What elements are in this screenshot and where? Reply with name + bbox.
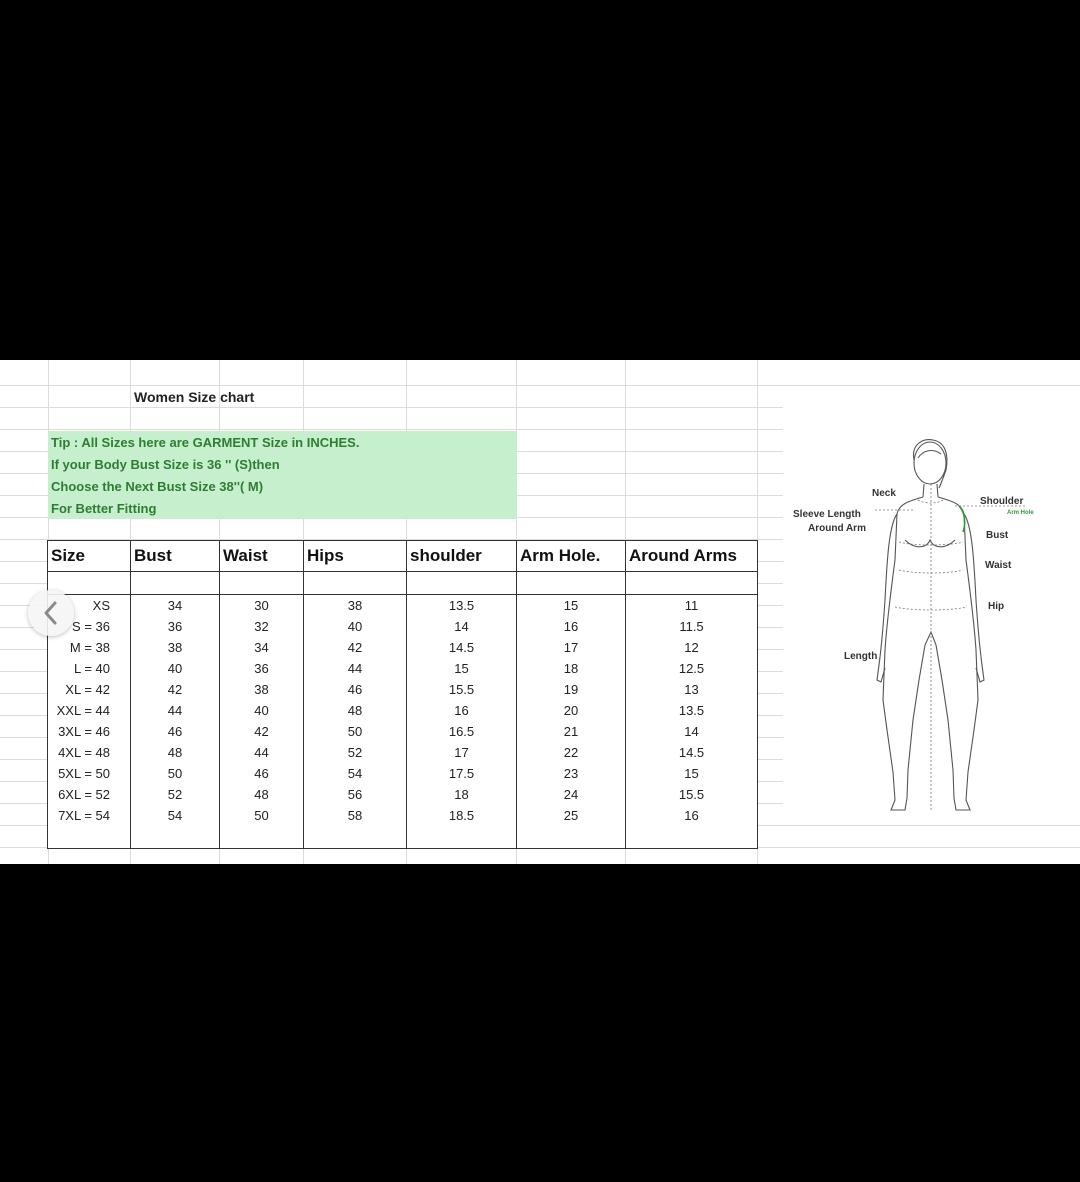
column-header: Around Arms <box>626 541 758 572</box>
table-row <box>48 742 758 763</box>
size-cell: S = 36 <box>48 616 131 637</box>
measurement-cell: 13 <box>626 679 758 700</box>
empty-cell <box>517 826 626 849</box>
chevron-left-icon <box>28 590 74 636</box>
body-measurement-figure <box>783 400 1080 820</box>
tip-line: If your Body Bust Size is 36 '' (S)then <box>51 457 280 472</box>
measurement-cell: 44 <box>304 658 407 679</box>
sleeve-length-label: Sleeve Length <box>793 509 861 520</box>
measurement-cell: 34 <box>131 595 220 617</box>
column-header: Bust <box>131 541 220 572</box>
empty-cell <box>626 572 758 595</box>
measurement-cell: 46 <box>131 721 220 742</box>
tip-line: Tip : All Sizes here are GARMENT Size in INCHES. <box>51 435 360 450</box>
table-row <box>48 679 758 700</box>
tip-line: For Better Fitting <box>51 501 157 516</box>
table-row <box>48 805 758 826</box>
column-header: Arm Hole. <box>517 541 626 572</box>
empty-cell <box>220 572 304 595</box>
measurement-cell: 16.5 <box>407 721 517 742</box>
measurement-cell: 50 <box>304 721 407 742</box>
measurement-cell: 21 <box>517 721 626 742</box>
measurement-cell: 15 <box>517 595 626 617</box>
spreadsheet-image <box>0 360 1080 864</box>
size-cell: XL = 42 <box>48 679 131 700</box>
measurement-cell: 14.5 <box>407 637 517 658</box>
measurement-cell: 13.5 <box>407 595 517 617</box>
table-row <box>48 784 758 805</box>
measurement-cell: 44 <box>131 700 220 721</box>
column-header: Hips <box>304 541 407 572</box>
measurement-cell: 56 <box>304 784 407 805</box>
size-cell: M = 38 <box>48 637 131 658</box>
measurement-cell: 19 <box>517 679 626 700</box>
table-row <box>48 637 758 658</box>
empty-cell <box>131 826 220 849</box>
size-cell: XS <box>48 595 131 617</box>
measurement-cell: 46 <box>220 763 304 784</box>
column-header: Size <box>48 541 131 572</box>
neck-label: Neck <box>872 488 896 499</box>
measurement-cell: 40 <box>304 616 407 637</box>
measurement-cell: 48 <box>131 742 220 763</box>
empty-cell <box>220 826 304 849</box>
size-cell: 3XL = 46 <box>48 721 131 742</box>
tip-box <box>48 431 517 519</box>
column-header: shoulder <box>407 541 517 572</box>
measurement-cell: 16 <box>626 805 758 826</box>
table-row <box>48 595 758 617</box>
size-cell: 4XL = 48 <box>48 742 131 763</box>
measurement-cell: 16 <box>517 616 626 637</box>
measurement-cell: 50 <box>220 805 304 826</box>
measurement-cell: 23 <box>517 763 626 784</box>
blank-row <box>48 826 758 849</box>
measurement-cell: 38 <box>131 637 220 658</box>
size-cell: XXL = 44 <box>48 700 131 721</box>
empty-cell <box>407 826 517 849</box>
measurement-cell: 17 <box>407 742 517 763</box>
table-row <box>48 700 758 721</box>
measurement-cell: 48 <box>220 784 304 805</box>
size-cell: 6XL = 52 <box>48 784 131 805</box>
measurement-cell: 44 <box>220 742 304 763</box>
size-cell: L = 40 <box>48 658 131 679</box>
measurement-cell: 13.5 <box>626 700 758 721</box>
empty-cell <box>517 572 626 595</box>
measurement-cell: 18 <box>517 658 626 679</box>
empty-cell <box>131 572 220 595</box>
size-cell: 5XL = 50 <box>48 763 131 784</box>
measurement-cell: 34 <box>220 637 304 658</box>
around-arm-label: Around Arm <box>808 523 866 534</box>
measurement-cell: 12.5 <box>626 658 758 679</box>
arm-hole-label: Arm Hole <box>1007 510 1034 516</box>
empty-cell <box>407 572 517 595</box>
tip-line: Choose the Next Bust Size 38''( M) <box>51 479 264 494</box>
measurement-cell: 17 <box>517 637 626 658</box>
waist-label: Waist <box>985 560 1012 571</box>
measurement-cell: 54 <box>131 805 220 826</box>
measurement-cell: 20 <box>517 700 626 721</box>
previous-image-button[interactable] <box>28 590 74 636</box>
empty-cell <box>626 826 758 849</box>
measurement-cell: 24 <box>517 784 626 805</box>
empty-cell <box>304 572 407 595</box>
measurement-cell: 16 <box>407 700 517 721</box>
table-row <box>48 616 758 637</box>
measurement-cell: 14 <box>407 616 517 637</box>
measurement-cell: 14 <box>626 721 758 742</box>
measurement-cell: 40 <box>220 700 304 721</box>
blank-row <box>48 572 758 595</box>
measurement-cell: 30 <box>220 595 304 617</box>
measurement-cell: 25 <box>517 805 626 826</box>
bust-label: Bust <box>986 530 1009 541</box>
measurement-cell: 22 <box>517 742 626 763</box>
measurement-cell: 58 <box>304 805 407 826</box>
measurement-cell: 38 <box>220 679 304 700</box>
table-row <box>48 763 758 784</box>
measurement-cell: 15.5 <box>407 679 517 700</box>
measurement-cell: 14.5 <box>626 742 758 763</box>
measurement-cell: 54 <box>304 763 407 784</box>
measurement-cell: 11 <box>626 595 758 617</box>
measurement-cell: 42 <box>131 679 220 700</box>
table-row <box>48 721 758 742</box>
measurement-cell: 38 <box>304 595 407 617</box>
empty-cell <box>48 826 131 849</box>
size-table <box>47 540 758 849</box>
shoulder-label: Shoulder <box>980 496 1024 507</box>
measurement-cell: 36 <box>131 616 220 637</box>
measurement-cell: 46 <box>304 679 407 700</box>
measurement-cell: 40 <box>131 658 220 679</box>
column-header: Waist <box>220 541 304 572</box>
measurement-cell: 52 <box>131 784 220 805</box>
measurement-cell: 18.5 <box>407 805 517 826</box>
measurement-cell: 15.5 <box>626 784 758 805</box>
measurement-cell: 42 <box>304 637 407 658</box>
length-label: Length <box>844 651 878 662</box>
hip-label: Hip <box>988 601 1005 612</box>
table-header-row <box>48 541 758 572</box>
body-outline-illustration <box>783 400 1080 820</box>
measurement-cell: 12 <box>626 637 758 658</box>
measurement-cell: 52 <box>304 742 407 763</box>
size-cell: 7XL = 54 <box>48 805 131 826</box>
measurement-cell: 11.5 <box>626 616 758 637</box>
measurement-cell: 15 <box>626 763 758 784</box>
measurement-cell: 48 <box>304 700 407 721</box>
chart-title: Women Size chart <box>134 389 255 405</box>
measurement-cell: 15 <box>407 658 517 679</box>
empty-cell <box>304 826 407 849</box>
measurement-cell: 32 <box>220 616 304 637</box>
measurement-cell: 18 <box>407 784 517 805</box>
measurement-cell: 42 <box>220 721 304 742</box>
table-row <box>48 658 758 679</box>
measurement-cell: 17.5 <box>407 763 517 784</box>
measurement-cell: 50 <box>131 763 220 784</box>
measurement-cell: 36 <box>220 658 304 679</box>
